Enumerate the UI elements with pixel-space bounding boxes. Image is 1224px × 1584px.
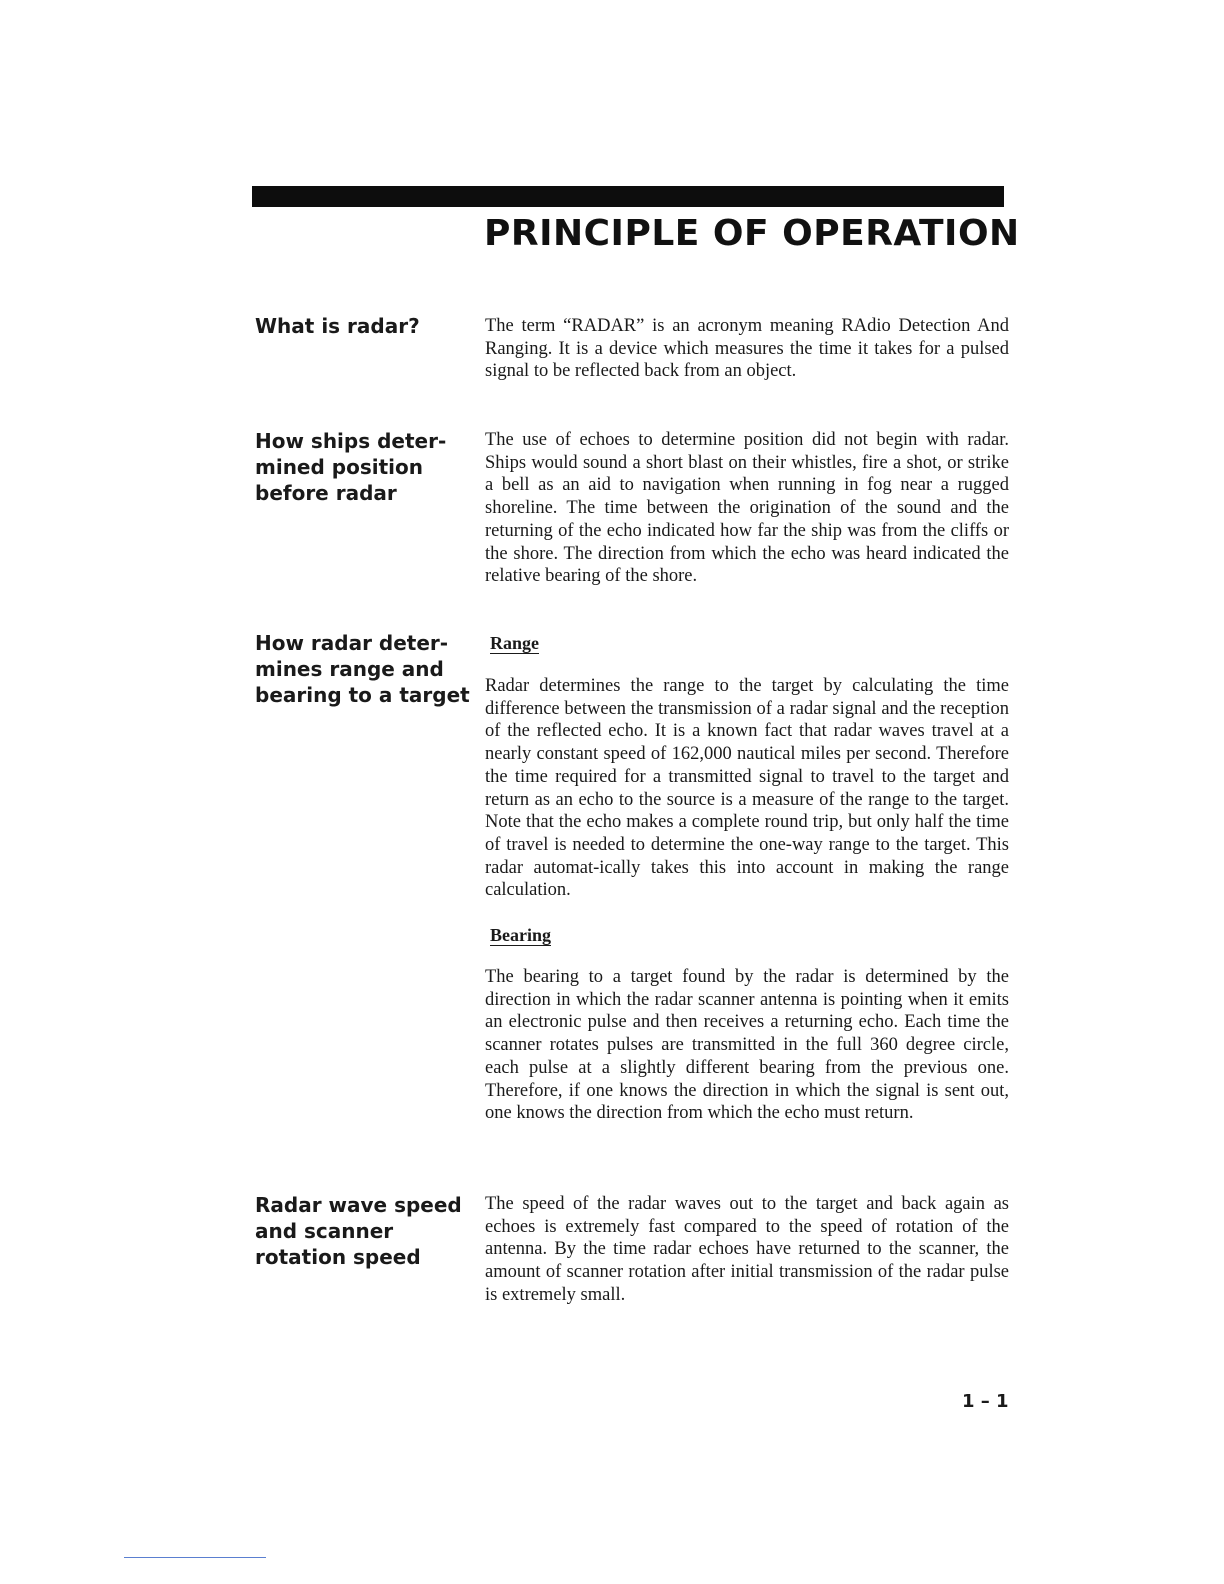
section-paragraph-wave-and-rotation-speed: The speed of the radar waves out to the target and back again as echoes is extremely fast compared to the speed of rotation of the antenna. By the time radar echoes have returned to the scanner, the amount of scanner rotation after initial transmission of the radar pulse is extremely small.	[485, 1194, 1009, 1305]
page-number: 1 – 1	[962, 1391, 1009, 1412]
section-heading-what-is-radar: What is radar?	[255, 314, 420, 338]
section-paragraph-ships-position: The use of echoes to determine position did not begin with radar. Ships would sound a short blast on their whistles, fire a shot, or strike a bell as an aid to navigation when running in fog near a rugged shoreline. The time between the origination of the sound and the returning of the echo indicated how far the ship was from the cliffs or the shore. The direction from which the echo was heard indicated the relative bearing of the shore.	[485, 430, 1009, 587]
section-paragraph-what-is-radar: The term “RADAR” is an acronym meaning RAdio Detection And Ranging. It is a device which measures the time it takes for a pulsed signal to be reflected back from an object.	[485, 316, 1009, 382]
paragraph-range: Radar determines the range to the target by calculating the time difference between the transmission of a radar signal and the reception of the reflected echo. It is a known fact that radar waves travel at a nearly constant speed of 162,000 nautical miles per second. Therefore the time required for a transmitted signal to travel to the target and return as an echo to the source is a measure of the range to the target. Note that the echo makes a complete round trip, but only half the time of travel is needed to determine the one-way range to the target. This radar automat-ically takes this into account in making the range calculation.	[485, 676, 1009, 901]
section-heading-wave-and-rotation-speed: Radar wave speed and scanner rotation speed	[255, 1193, 462, 1269]
header-bar	[252, 186, 1004, 207]
section-heading-ships-position: How ships deter-mined position before radar	[255, 429, 447, 505]
subheading-range: Range	[490, 633, 539, 653]
section-heading-range-and-bearing: How radar deter-mines range and bearing to a target	[255, 631, 470, 707]
paragraph-bearing: The bearing to a target found by the radar is determined by the direction in which the radar scanner antenna is pointing when it emits an electronic pulse and then receives a returning echo. Each time the scanner rotates pulses are transmitted in the full 360 degree circle, each pulse at a slightly different bearing from the previous one. Therefore, if one knows the direction in which the signal is sent out, one knows the direction from which the echo must return.	[485, 967, 1009, 1124]
page-title: PRINCIPLE OF OPERATION	[484, 213, 1020, 254]
subheading-bearing: Bearing	[490, 925, 551, 945]
footer-rule	[124, 1557, 266, 1558]
